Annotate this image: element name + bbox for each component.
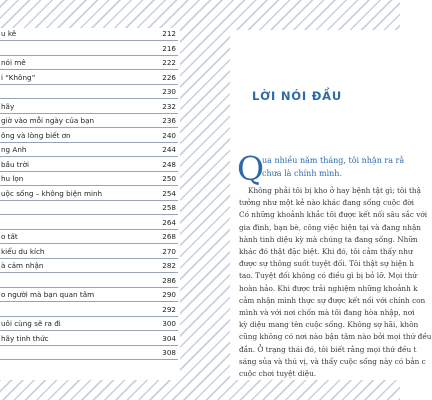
body-line: khác đó thật đặc biệt. Khi đó, tôi cảm thấy như [239,247,413,256]
body-line: được sự thông suốt tuyệt đối. Tôi thật sự hiện h [239,259,414,269]
toc-row [0,115,178,128]
body-line: Có những khoảnh khắc tôi được kết nối sâu sắc với [239,210,428,220]
toc-row [0,217,178,230]
toc-page-number: 270 [162,246,176,256]
toc-page-number: 232 [162,101,176,111]
toc-page-number: 226 [162,72,176,82]
toc-row [0,28,178,41]
toc-row [0,188,178,201]
body-line: cuộc chơi tuyệt diệu. [239,369,317,378]
intro-line: chưa là chính mình. [262,169,342,178]
toc-page-number: 286 [162,275,176,285]
toc-row [0,231,178,244]
toc-page-number: 236 [162,116,176,125]
toc-row [0,347,178,360]
body-line: kỳ diệu mang tên cuộc sống. Không sợ hãi, khôn [239,320,419,330]
toc-title: i “Không” [1,72,36,82]
toc-title: bầu trời [1,159,29,169]
toc-page-number: 248 [162,159,176,169]
preface-heading: LỜI NÓI ĐẦU [252,89,343,103]
toc-row [0,57,178,70]
toc-row [0,304,178,317]
toc-page-number: 308 [162,348,176,357]
toc-page-number: 292 [162,304,176,314]
toc-page-number: 258 [162,203,176,212]
table-of-contents-page [0,28,180,380]
toc-title: ng Anh [1,145,27,154]
toc-row [0,289,178,302]
body-line: hoàn hảo. Khi được trải nghiệm những khoảnh k [239,283,418,293]
body-line: sáng sủa và thú vị, và thấy cuộc sống này có bản c [239,356,426,366]
toc-title: à cảm nhận [1,261,44,270]
body-line: mình và với nơi chốn mà tôi đang hòa nhập, nơi [239,308,415,317]
toc-row [0,101,178,114]
toc-title: ông và lòng biết ơn [1,130,71,140]
toc-title: uộc sống – không biện minh [1,188,103,198]
toc-row [0,260,178,273]
toc-title: hãy [1,101,15,111]
toc-row [0,144,178,157]
toc-title: o người mà bạn quan tâm [1,290,95,299]
body-line: hành tinh diệu kỳ mà chúng ta đang sống. Nhữn [239,234,418,244]
body-line: gia đình, bạn bè, công việc hiện tại và đang nhận [239,222,421,232]
toc-page-number: 304 [162,333,176,343]
toc-title: nói mê [1,58,26,67]
toc-page-number: 240 [162,130,176,140]
body-line: đắn. Ở trạng thái đó, tôi biết rằng mọi thứ đều t [239,344,417,354]
preface-page [230,30,432,380]
toc-title: o tất [1,232,18,241]
toc-page-number: 300 [162,319,176,328]
toc-page-number: 264 [162,217,176,227]
toc-page-number: 216 [162,43,176,53]
toc-row [0,275,178,288]
toc-row [0,72,178,85]
intro-line: ua nhiều năm tháng, tôi nhận ra rằ [262,156,405,165]
toc-row [0,202,178,215]
toc-title: uôi cùng sẽ ra đi [1,319,61,328]
toc-title: u kê [1,29,17,38]
toc-title: hu lọn [1,174,24,183]
toc-row [0,318,178,331]
body-line: tao. Tuyệt đối không có điều gì bị bỏ lỡ. Mọi thứ [239,271,417,281]
toc-title: kiểu du kích [1,246,45,256]
toc-title: giờ vào mỗi ngày của bạn [1,116,95,125]
toc-page-number: 212 [162,29,176,38]
toc-row [0,130,178,143]
toc-row [0,246,178,259]
body-line: cảm nhận mình thực sự được kết nối với chính con [239,295,426,305]
toc-row [0,333,178,346]
toc-page-number: 244 [162,145,176,154]
toc-page-number: 254 [162,188,176,198]
toc-page-number: 268 [162,232,176,241]
toc-title: hãy tinh thức [1,333,49,343]
toc-row [0,86,178,99]
toc-row [0,159,178,172]
toc-row [0,173,178,186]
toc-page-number: 250 [162,174,176,183]
body-line: cũng không có nơi nào bận tâm nào bởi mọi thứ đều [239,332,432,342]
toc-page-number: 282 [162,261,176,270]
toc-page-number: 222 [162,58,176,67]
toc-page-number: 290 [162,290,176,299]
body-line: Không phải tôi bị kho ở hay bệnh tật gì; tôi thậ [248,186,421,195]
drop-cap: Q [237,149,265,188]
toc-page-number: 230 [162,87,176,96]
body-line: tưởng như một kẻ nào khác đang sống cuộc đời [239,198,414,208]
toc-row [0,43,178,56]
